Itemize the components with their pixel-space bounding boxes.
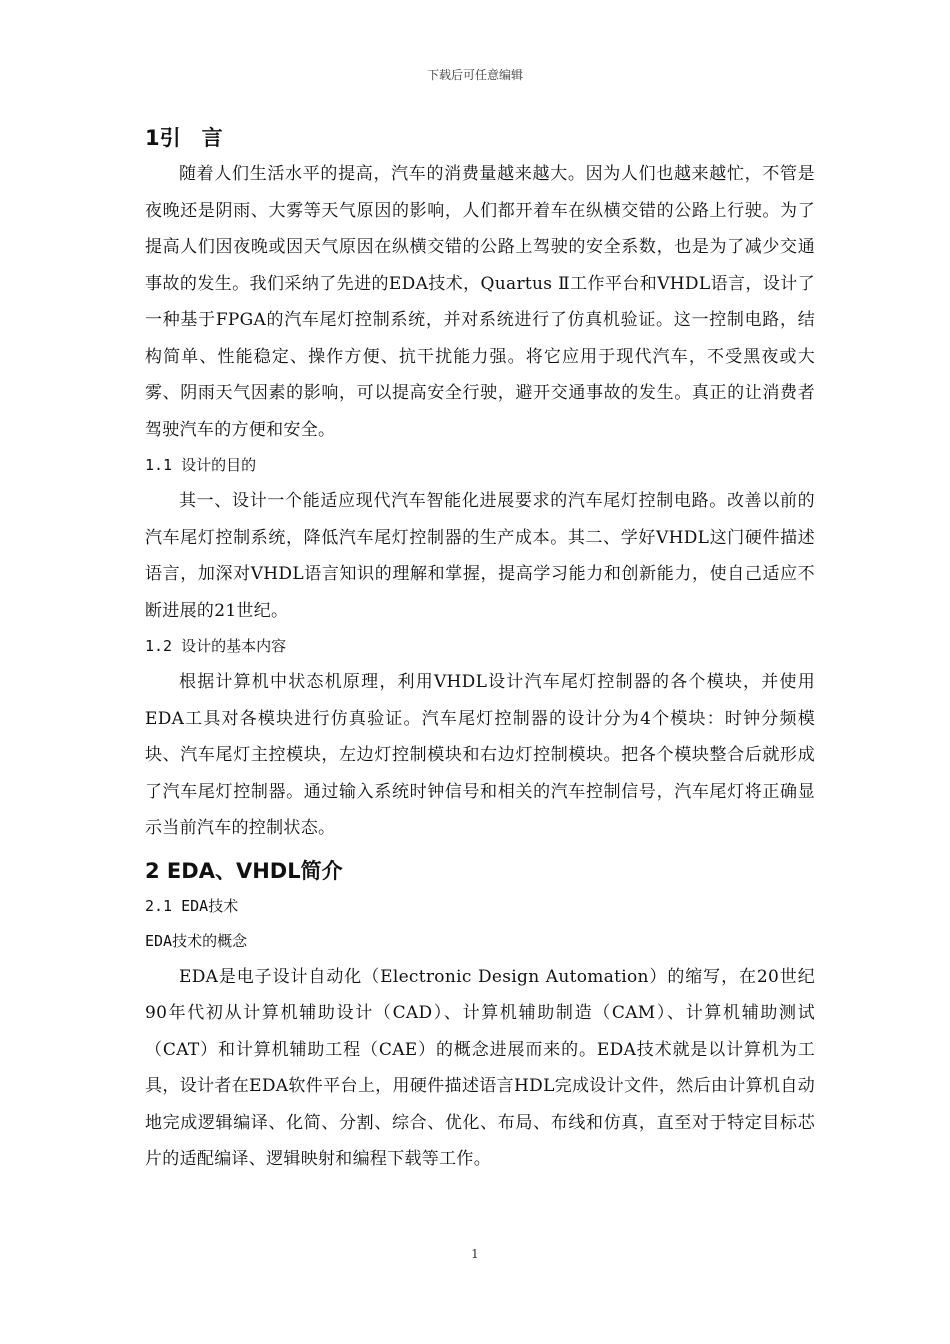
section-1-1-heading: 1.1 设计的目的 bbox=[145, 456, 257, 474]
section-1-heading: 1引 言 bbox=[145, 126, 223, 150]
section-2-1-subheading: EDA技术的概念 bbox=[145, 931, 248, 950]
section-1-1-paragraph: 其一、设计一个能适应现代汽车智能化进展要求的汽车尾灯控制电路。改善以前的汽车尾灯控制系统，降低汽车尾灯控制器的生产成本。其二、学好VHDL这门硬件描述语言，加深对VHDL语言知识的理解和掌握，提高学习能力和创新能力，使自己适应不断进展的21世纪。 bbox=[145, 491, 815, 621]
section-2-1-paragraph: EDA是电子设计自动化（Electronic Design Automation）的缩写，在20世纪90年代初从计算机辅助设计（CAD）、计算机辅助制造（CAM）、计算机辅助测试（CAT）和计算机辅助工程（CAE）的概念进展而来的。EDA技术就是以计算机为工具，设计者在EDA软件平台上，用硬件描述语言HDL完成设计文件，然后由计算机自动地完成逻辑编译、化简、分割、综合、优化、布局、布线和仿真，直至对于特定目标芯片的适配编译、逻辑映射和编程下载等工作。 bbox=[145, 966, 815, 1169]
section-1-2-paragraph: 根据计算机中状态机原理，利用VHDL设计汽车尾灯控制器的各个模块，并使用EDA工具对各模块进行仿真验证。汽车尾灯控制器的设计分为4个模块：时钟分频模块、汽车尾灯主控模块，左边灯控制模块和右边灯控制模块。把各个模块整合后就形成了汽车尾灯控制器。通过输入系统时钟信号和相关的汽车控制信号，汽车尾灯将正确显示当前汽车的控制状态。 bbox=[145, 672, 815, 838]
section-1-paragraph: 随着人们生活水平的提高，汽车的消费量越来越大。因为人们也越来越忙，不管是夜晚还是阴雨、大雾等天气原因的影响，人们都开着车在纵横交错的公路上行驶。为了提高人们因夜晚或因天气原因在纵横交错的公路上驾驶的安全系数，也是为了减少交通事故的发生。我们采纳了先进的EDA技术，Quartus Ⅱ工作平台和VHDL语言，设计了一种基于FPGA的汽车尾灯控制系统，并对系统进行了仿真机验证。这一控制电路，结构简单、性能稳定、操作方便、抗干扰能力强。将它应用于现代汽车，不受黑夜或大雾、阴雨天气因素的影响，可以提高安全行驶，避开交通事故的发生。真正的让消费者驾驶汽车的方便和安全。 bbox=[145, 164, 815, 440]
section-2-heading: 2 EDA、VHDL简介 bbox=[145, 858, 343, 883]
section-1-2-heading: 1.2 设计的基本内容 bbox=[145, 637, 287, 655]
section-2-1-heading: 2.1 EDA技术 bbox=[145, 896, 239, 915]
page-number: 1 bbox=[471, 1247, 479, 1261]
document-body bbox=[145, 120, 815, 1178]
page-header: 下载后可任意编辑 bbox=[426, 68, 523, 82]
